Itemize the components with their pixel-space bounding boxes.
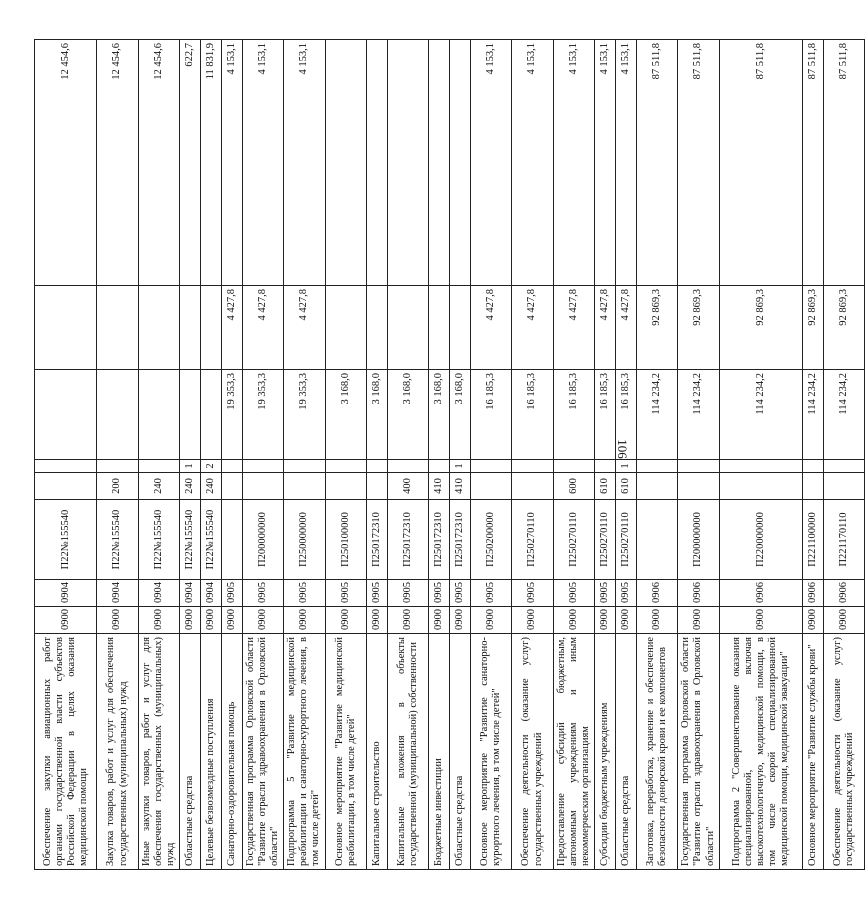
amount-year-2 xyxy=(201,286,222,370)
expense-type-code xyxy=(367,473,388,500)
source-code xyxy=(367,460,388,473)
source-code xyxy=(242,460,284,473)
amount-year-3 xyxy=(429,40,450,286)
razdel-code: 0900 xyxy=(429,607,450,634)
podrazdel-code: 0905 xyxy=(450,580,471,607)
source-code xyxy=(35,460,97,473)
podrazdel-code: 0905 xyxy=(470,580,512,607)
amount-year-3: 4 153,1 xyxy=(553,40,595,286)
table-row xyxy=(595,40,616,870)
table-row xyxy=(284,40,326,870)
podrazdel-code: 0904 xyxy=(201,580,222,607)
amount-year-2 xyxy=(429,286,450,370)
amount-year-1: 3 168,0 xyxy=(450,370,471,460)
amount-year-3: 11 831,9 xyxy=(201,40,222,286)
razdel-code: 0900 xyxy=(823,607,865,634)
amount-year-3 xyxy=(387,40,429,286)
table-row xyxy=(802,40,823,870)
expense-type-code: 400 xyxy=(387,473,429,500)
amount-year-1: 16 185,3 xyxy=(595,370,616,460)
podrazdel-code: 0906 xyxy=(802,580,823,607)
amount-year-1: 3 168,0 xyxy=(387,370,429,460)
amount-year-3: 87 511,8 xyxy=(823,40,865,286)
table-row xyxy=(387,40,429,870)
amount-year-2: 4 427,8 xyxy=(470,286,512,370)
target-article-code: П250100000 xyxy=(325,500,367,580)
amount-year-3: 12 454,6 xyxy=(138,40,180,286)
razdel-code: 0900 xyxy=(678,607,720,634)
row-name: Областные средства xyxy=(616,634,637,870)
razdel-code: 0900 xyxy=(284,607,326,634)
row-name: Основное мероприятие "Развитие санаторно-курортного лечения, в том числе детей" xyxy=(470,634,512,870)
amount-year-3: 622,7 xyxy=(180,40,201,286)
razdel-code: 0900 xyxy=(387,607,429,634)
podrazdel-code: 0905 xyxy=(512,580,554,607)
target-article-code: П250270110 xyxy=(595,500,616,580)
row-name: Основное мероприятие "Развитие службы крови" xyxy=(802,634,823,870)
amount-year-2: 4 427,8 xyxy=(616,286,637,370)
amount-year-3: 4 153,1 xyxy=(221,40,242,286)
amount-year-2: 92 869,3 xyxy=(678,286,720,370)
amount-year-2: 4 427,8 xyxy=(512,286,554,370)
razdel-code: 0900 xyxy=(325,607,367,634)
table-row xyxy=(429,40,450,870)
table-row xyxy=(242,40,284,870)
target-article-code: П221100000 xyxy=(802,500,823,580)
table-row xyxy=(553,40,595,870)
amount-year-2: 92 869,3 xyxy=(719,286,802,370)
expense-type-code: 610 xyxy=(595,473,616,500)
razdel-code: 0900 xyxy=(201,607,222,634)
source-code xyxy=(97,460,139,473)
table-row xyxy=(512,40,554,870)
podrazdel-code: 0904 xyxy=(180,580,201,607)
amount-year-1: 16 185,3 xyxy=(616,370,637,460)
target-article-code: П22№155540 xyxy=(180,500,201,580)
expense-type-code: 240 xyxy=(180,473,201,500)
razdel-code: 0900 xyxy=(367,607,388,634)
target-article-code: П250200000 xyxy=(470,500,512,580)
amount-year-1 xyxy=(35,370,97,460)
amount-year-3: 87 511,8 xyxy=(636,40,678,286)
amount-year-1: 3 168,0 xyxy=(325,370,367,460)
target-article-code xyxy=(221,500,242,580)
razdel-code: 0900 xyxy=(35,607,97,634)
expense-type-code: 610 xyxy=(616,473,637,500)
razdel-code: 0900 xyxy=(97,607,139,634)
row-name: Областные средства xyxy=(450,634,471,870)
razdel-code: 0900 xyxy=(636,607,678,634)
target-article-code: П250270110 xyxy=(512,500,554,580)
row-name: Подпрограмма 5 "Развитие медицинской реабилитации и санаторно-курортного лечения, в том числе детей" xyxy=(284,634,326,870)
amount-year-3 xyxy=(367,40,388,286)
source-code xyxy=(595,460,616,473)
source-code: 1 xyxy=(450,460,471,473)
row-name: Областные средства xyxy=(180,634,201,870)
amount-year-2: 4 427,8 xyxy=(242,286,284,370)
amount-year-1: 19 353,3 xyxy=(284,370,326,460)
amount-year-3 xyxy=(450,40,471,286)
podrazdel-code: 0906 xyxy=(719,580,802,607)
amount-year-3: 4 153,1 xyxy=(595,40,616,286)
target-article-code: П250270110 xyxy=(553,500,595,580)
source-code xyxy=(512,460,554,473)
amount-year-3 xyxy=(325,40,367,286)
table-row xyxy=(97,40,139,870)
source-code xyxy=(325,460,367,473)
row-name: Капитальное строительство xyxy=(367,634,388,870)
amount-year-3: 87 511,8 xyxy=(802,40,823,286)
amount-year-1: 114 234,2 xyxy=(678,370,720,460)
target-article-code: П250270110 xyxy=(616,500,637,580)
amount-year-1: 114 234,2 xyxy=(719,370,802,460)
podrazdel-code: 0905 xyxy=(221,580,242,607)
amount-year-3: 4 153,1 xyxy=(470,40,512,286)
target-article-code: П22№155540 xyxy=(35,500,97,580)
amount-year-3: 12 454,6 xyxy=(35,40,97,286)
razdel-code: 0900 xyxy=(450,607,471,634)
podrazdel-code: 0906 xyxy=(823,580,865,607)
amount-year-2: 4 427,8 xyxy=(595,286,616,370)
expense-type-code xyxy=(35,473,97,500)
podrazdel-code: 0905 xyxy=(325,580,367,607)
amount-year-1 xyxy=(201,370,222,460)
target-article-code: П22№155540 xyxy=(201,500,222,580)
expense-type-code xyxy=(802,473,823,500)
row-name: Основное мероприятие "Развитие медицинской реабилитации, в том числе детей" xyxy=(325,634,367,870)
target-article-code: П22№155540 xyxy=(97,500,139,580)
amount-year-1 xyxy=(138,370,180,460)
row-name: Санаторно-оздоровительная помощь xyxy=(221,634,242,870)
source-code: 1 xyxy=(616,460,637,473)
table-row xyxy=(325,40,367,870)
target-article-code: П22№155540 xyxy=(138,500,180,580)
expense-type-code xyxy=(470,473,512,500)
row-name: Субсидии бюджетным учреждениям xyxy=(595,634,616,870)
target-article-code: П200000000 xyxy=(242,500,284,580)
amount-year-1: 114 234,2 xyxy=(823,370,865,460)
expense-type-code: 200 xyxy=(97,473,139,500)
rotated-table-wrapper xyxy=(34,40,855,870)
amount-year-2 xyxy=(138,286,180,370)
amount-year-2 xyxy=(367,286,388,370)
razdel-code: 0900 xyxy=(719,607,802,634)
table-row xyxy=(616,40,637,870)
source-code xyxy=(284,460,326,473)
podrazdel-code: 0905 xyxy=(387,580,429,607)
amount-year-2 xyxy=(35,286,97,370)
razdel-code: 0900 xyxy=(180,607,201,634)
target-article-code: П250172310 xyxy=(367,500,388,580)
table-row xyxy=(221,40,242,870)
amount-year-1: 16 185,3 xyxy=(512,370,554,460)
expense-type-code: 240 xyxy=(138,473,180,500)
amount-year-2: 4 427,8 xyxy=(221,286,242,370)
table-row xyxy=(636,40,678,870)
table-body xyxy=(35,40,865,870)
expense-type-code xyxy=(719,473,802,500)
amount-year-1: 3 168,0 xyxy=(367,370,388,460)
target-article-code: П250172310 xyxy=(429,500,450,580)
razdel-code: 0900 xyxy=(595,607,616,634)
amount-year-1 xyxy=(180,370,201,460)
podrazdel-code: 0905 xyxy=(284,580,326,607)
expense-type-code: 240 xyxy=(201,473,222,500)
amount-year-2: 4 427,8 xyxy=(284,286,326,370)
amount-year-1: 16 185,3 xyxy=(553,370,595,460)
source-code xyxy=(719,460,802,473)
page-number: 106 xyxy=(614,439,630,459)
amount-year-1: 16 185,3 xyxy=(470,370,512,460)
razdel-code: 0900 xyxy=(242,607,284,634)
source-code xyxy=(636,460,678,473)
table-row xyxy=(367,40,388,870)
source-code xyxy=(470,460,512,473)
amount-year-2: 4 427,8 xyxy=(553,286,595,370)
table-row xyxy=(201,40,222,870)
row-name: Государственная программа Орловской области "Развитие отрасли здравоохранения в Орловской области" xyxy=(242,634,284,870)
amount-year-1: 114 234,2 xyxy=(802,370,823,460)
table-row xyxy=(138,40,180,870)
razdel-code: 0900 xyxy=(616,607,637,634)
razdel-code: 0900 xyxy=(470,607,512,634)
source-code xyxy=(823,460,865,473)
amount-year-2 xyxy=(97,286,139,370)
podrazdel-code: 0905 xyxy=(616,580,637,607)
podrazdel-code: 0904 xyxy=(35,580,97,607)
razdel-code: 0900 xyxy=(553,607,595,634)
amount-year-3: 87 511,8 xyxy=(719,40,802,286)
podrazdel-code: 0905 xyxy=(553,580,595,607)
expense-type-code: 410 xyxy=(429,473,450,500)
row-name: Закупка товаров, работ и услуг для обеспечения государственных (муниципальных) нужд xyxy=(97,634,139,870)
table-row xyxy=(470,40,512,870)
table-row xyxy=(823,40,865,870)
source-code xyxy=(553,460,595,473)
row-name: Целевые безвозмездные поступления xyxy=(201,634,222,870)
budget-table xyxy=(34,39,865,870)
amount-year-3: 12 454,6 xyxy=(97,40,139,286)
expense-type-code xyxy=(512,473,554,500)
table-row xyxy=(719,40,802,870)
table-row xyxy=(35,40,97,870)
podrazdel-code: 0906 xyxy=(678,580,720,607)
expense-type-code xyxy=(242,473,284,500)
source-code xyxy=(221,460,242,473)
amount-year-3: 87 511,8 xyxy=(678,40,720,286)
razdel-code: 0900 xyxy=(802,607,823,634)
target-article-code: П250000000 xyxy=(284,500,326,580)
amount-year-3: 4 153,1 xyxy=(616,40,637,286)
razdel-code: 0900 xyxy=(512,607,554,634)
amount-year-1 xyxy=(97,370,139,460)
podrazdel-code: 0904 xyxy=(138,580,180,607)
expense-type-code: 600 xyxy=(553,473,595,500)
row-name: Бюджетные инвестиции xyxy=(429,634,450,870)
expense-type-code xyxy=(221,473,242,500)
row-name: Подпрограмма 2 "Совершенствование оказания специализированной, включая высокотехнологичную, медицинской помощи, в том числе скорой специализированной медицинской помощи, медицинской эвакуации" xyxy=(719,634,802,870)
table-row xyxy=(678,40,720,870)
amount-year-2: 92 869,3 xyxy=(802,286,823,370)
amount-year-2 xyxy=(450,286,471,370)
expense-type-code: 410 xyxy=(450,473,471,500)
amount-year-3: 4 153,1 xyxy=(284,40,326,286)
amount-year-3: 4 153,1 xyxy=(242,40,284,286)
row-name: Обеспечение закупки авиационных работ органами государственной власти субъектов Российской Федерации в целях оказания медицинской помощи xyxy=(35,634,97,870)
expense-type-code xyxy=(325,473,367,500)
amount-year-2 xyxy=(387,286,429,370)
expense-type-code xyxy=(284,473,326,500)
target-article-code xyxy=(636,500,678,580)
row-name: Капитальные вложения в объекты государственной (муниципальной) собственности xyxy=(387,634,429,870)
expense-type-code xyxy=(636,473,678,500)
podrazdel-code: 0905 xyxy=(242,580,284,607)
podrazdel-code: 0905 xyxy=(595,580,616,607)
amount-year-2: 92 869,3 xyxy=(636,286,678,370)
target-article-code: П250172310 xyxy=(450,500,471,580)
podrazdel-code: 0905 xyxy=(429,580,450,607)
target-article-code: П221170110 xyxy=(823,500,865,580)
row-name: Иные закупки товаров, работ и услуг для обеспечения государственных (муниципальных) нужд xyxy=(138,634,180,870)
amount-year-2: 92 869,3 xyxy=(823,286,865,370)
amount-year-1: 19 353,3 xyxy=(242,370,284,460)
expense-type-code xyxy=(678,473,720,500)
podrazdel-code: 0905 xyxy=(367,580,388,607)
row-name: Предоставление субсидий бюджетным, автономным учреждениям и иным некоммерческим организациям xyxy=(553,634,595,870)
podrazdel-code: 0904 xyxy=(97,580,139,607)
amount-year-3: 4 153,1 xyxy=(512,40,554,286)
amount-year-2 xyxy=(325,286,367,370)
row-name: Обеспечение деятельности (оказание услуг) государственных учреждений xyxy=(512,634,554,870)
razdel-code: 0900 xyxy=(138,607,180,634)
source-code xyxy=(678,460,720,473)
source-code xyxy=(429,460,450,473)
target-article-code: П250172310 xyxy=(387,500,429,580)
expense-type-code xyxy=(823,473,865,500)
source-code: 1 xyxy=(180,460,201,473)
source-code xyxy=(387,460,429,473)
row-name: Обеспечение деятельности (оказание услуг) государственных учреждений xyxy=(823,634,865,870)
amount-year-1: 114 234,2 xyxy=(636,370,678,460)
source-code xyxy=(802,460,823,473)
source-code: 2 xyxy=(201,460,222,473)
amount-year-1: 19 353,3 xyxy=(221,370,242,460)
row-name: Заготовка, переработка, хранение и обеспечение безопасности донорской крови и ее компонентов xyxy=(636,634,678,870)
source-code xyxy=(138,460,180,473)
target-article-code: П220000000 xyxy=(719,500,802,580)
podrazdel-code: 0906 xyxy=(636,580,678,607)
row-name: Государственная программа Орловской области "Развитие отрасли здравоохранения в Орловской области" xyxy=(678,634,720,870)
table-row xyxy=(180,40,201,870)
amount-year-1: 3 168,0 xyxy=(429,370,450,460)
target-article-code: П200000000 xyxy=(678,500,720,580)
razdel-code: 0900 xyxy=(221,607,242,634)
table-row xyxy=(450,40,471,870)
amount-year-2 xyxy=(180,286,201,370)
